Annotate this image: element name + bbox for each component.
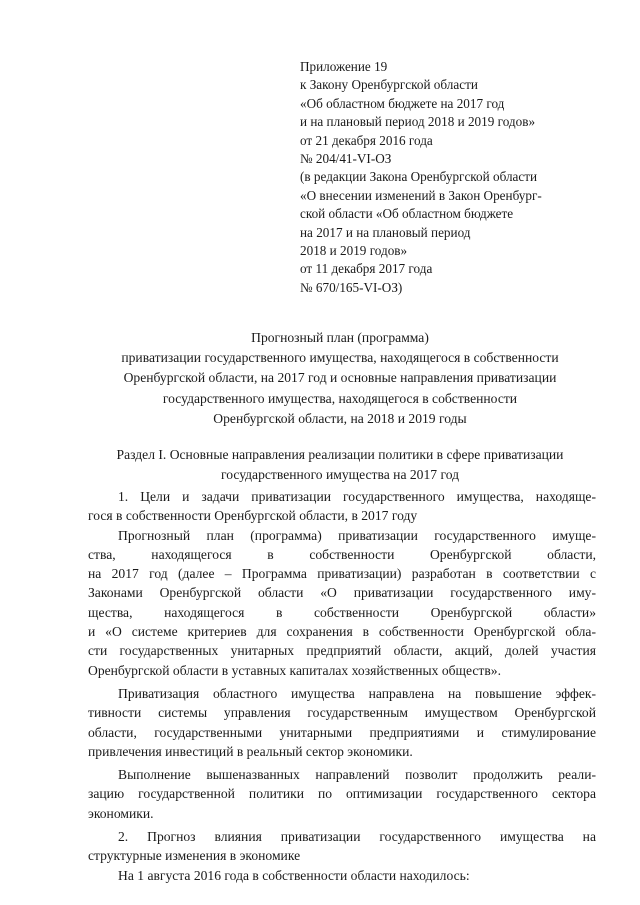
title-line: Оренбургской области, на 2018 и 2019 годы [213,410,467,426]
text-line: щества, находящегося в собственности Оренбургской области» [88,604,596,620]
appendix-line: «О внесении изменений в Закон Оренбург- [300,187,542,203]
body-text [88,487,596,885]
title-line: государственного имущества, находящегося в собственности [162,390,518,406]
appendix-line: «Об областном бюджете на 2017 год [300,95,505,111]
paragraph-implementation [88,765,596,823]
text-line: гося в собственности Оренбургской области, в 2017 году [88,508,418,524]
text-line: и «О системе критериев для сохранения в собственности Оренбургской обла- [88,624,596,640]
text-line: Приватизация областного имущества направлена на повышение эффек- [118,685,596,701]
text-line: Прогнозный план (программа) приватизации государственного имуще- [118,527,596,543]
title-line: Прогнозный план (программа) [251,330,429,345]
text-line: Оренбургской области в уставных капиталах хозяйственных обществ». [88,662,501,678]
text-line: тивности системы управления государственным имуществом Оренбургской [88,705,596,721]
text-line: экономики. [88,805,154,821]
text-line: сти государственных унитарных предприятий области, акций, долей участия [88,643,596,659]
title-line: Оренбургской области, на 2017 год и основные направления приватизации [123,370,557,386]
section-heading [60,445,620,485]
appendix-header [300,58,620,297]
text-line: На 1 августа 2016 года в собственности области находилось: [118,867,470,883]
appendix-line: № 204/41-VI-ОЗ [300,151,392,167]
text-line: 1. Цели и задачи приватизации государственного имущества, находяще- [118,489,596,504]
appendix-line: ской области «Об областном бюджете [300,206,514,222]
text-line: зацию государственной политики по оптимизации государственного сектора [88,786,596,802]
section-line: Раздел I. Основные направления реализации политики в сфере приватизации [116,447,564,462]
text-line: 2. Прогноз влияния приватизации государственного имущества на [118,829,596,845]
appendix-line: Приложение 19 [300,59,388,74]
appendix-line: и на плановый период 2018 и 2019 годов» [300,114,536,130]
paragraph-property-status [88,866,596,885]
paragraph-program [88,526,596,680]
appendix-line: от 21 декабря 2016 года [300,132,433,148]
paragraph-goals [88,487,596,526]
text-line: Законами Оренбургской области «О приватизации государственного иму- [88,585,596,601]
appendix-line: к Закону Оренбургской области [300,77,478,93]
text-line: ства, находящегося в собственности Оренбургской области, [88,546,596,562]
document-title [60,328,620,429]
appendix-line: № 670/165-VI-ОЗ) [300,279,403,295]
title-line: приватизации государственного имущества, находящегося в собственности [121,350,559,366]
appendix-line: (в редакции Закона Оренбургской области [300,169,538,185]
paragraph-forecast [88,827,596,866]
section-line: государственного имущества на 2017 год [220,467,460,483]
text-line: Выполнение вышеназванных направлений позволит продолжить реали- [118,767,596,783]
appendix-line: 2018 и 2019 годов» [300,243,408,259]
paragraph-privatization [88,684,596,761]
text-line: привлечения инвестиций в реальный сектор экономики. [88,743,413,759]
text-line: структурные изменения в экономике [88,848,301,864]
text-line: на 2017 год (далее – Программа приватизации) разработан в соответствии с [88,566,596,582]
appendix-line: от 11 декабря 2017 года [300,261,433,277]
text-line: области, государственными унитарными предприятиями и стимулирование [88,724,596,740]
appendix-line: на 2017 и на плановый период [300,224,471,240]
